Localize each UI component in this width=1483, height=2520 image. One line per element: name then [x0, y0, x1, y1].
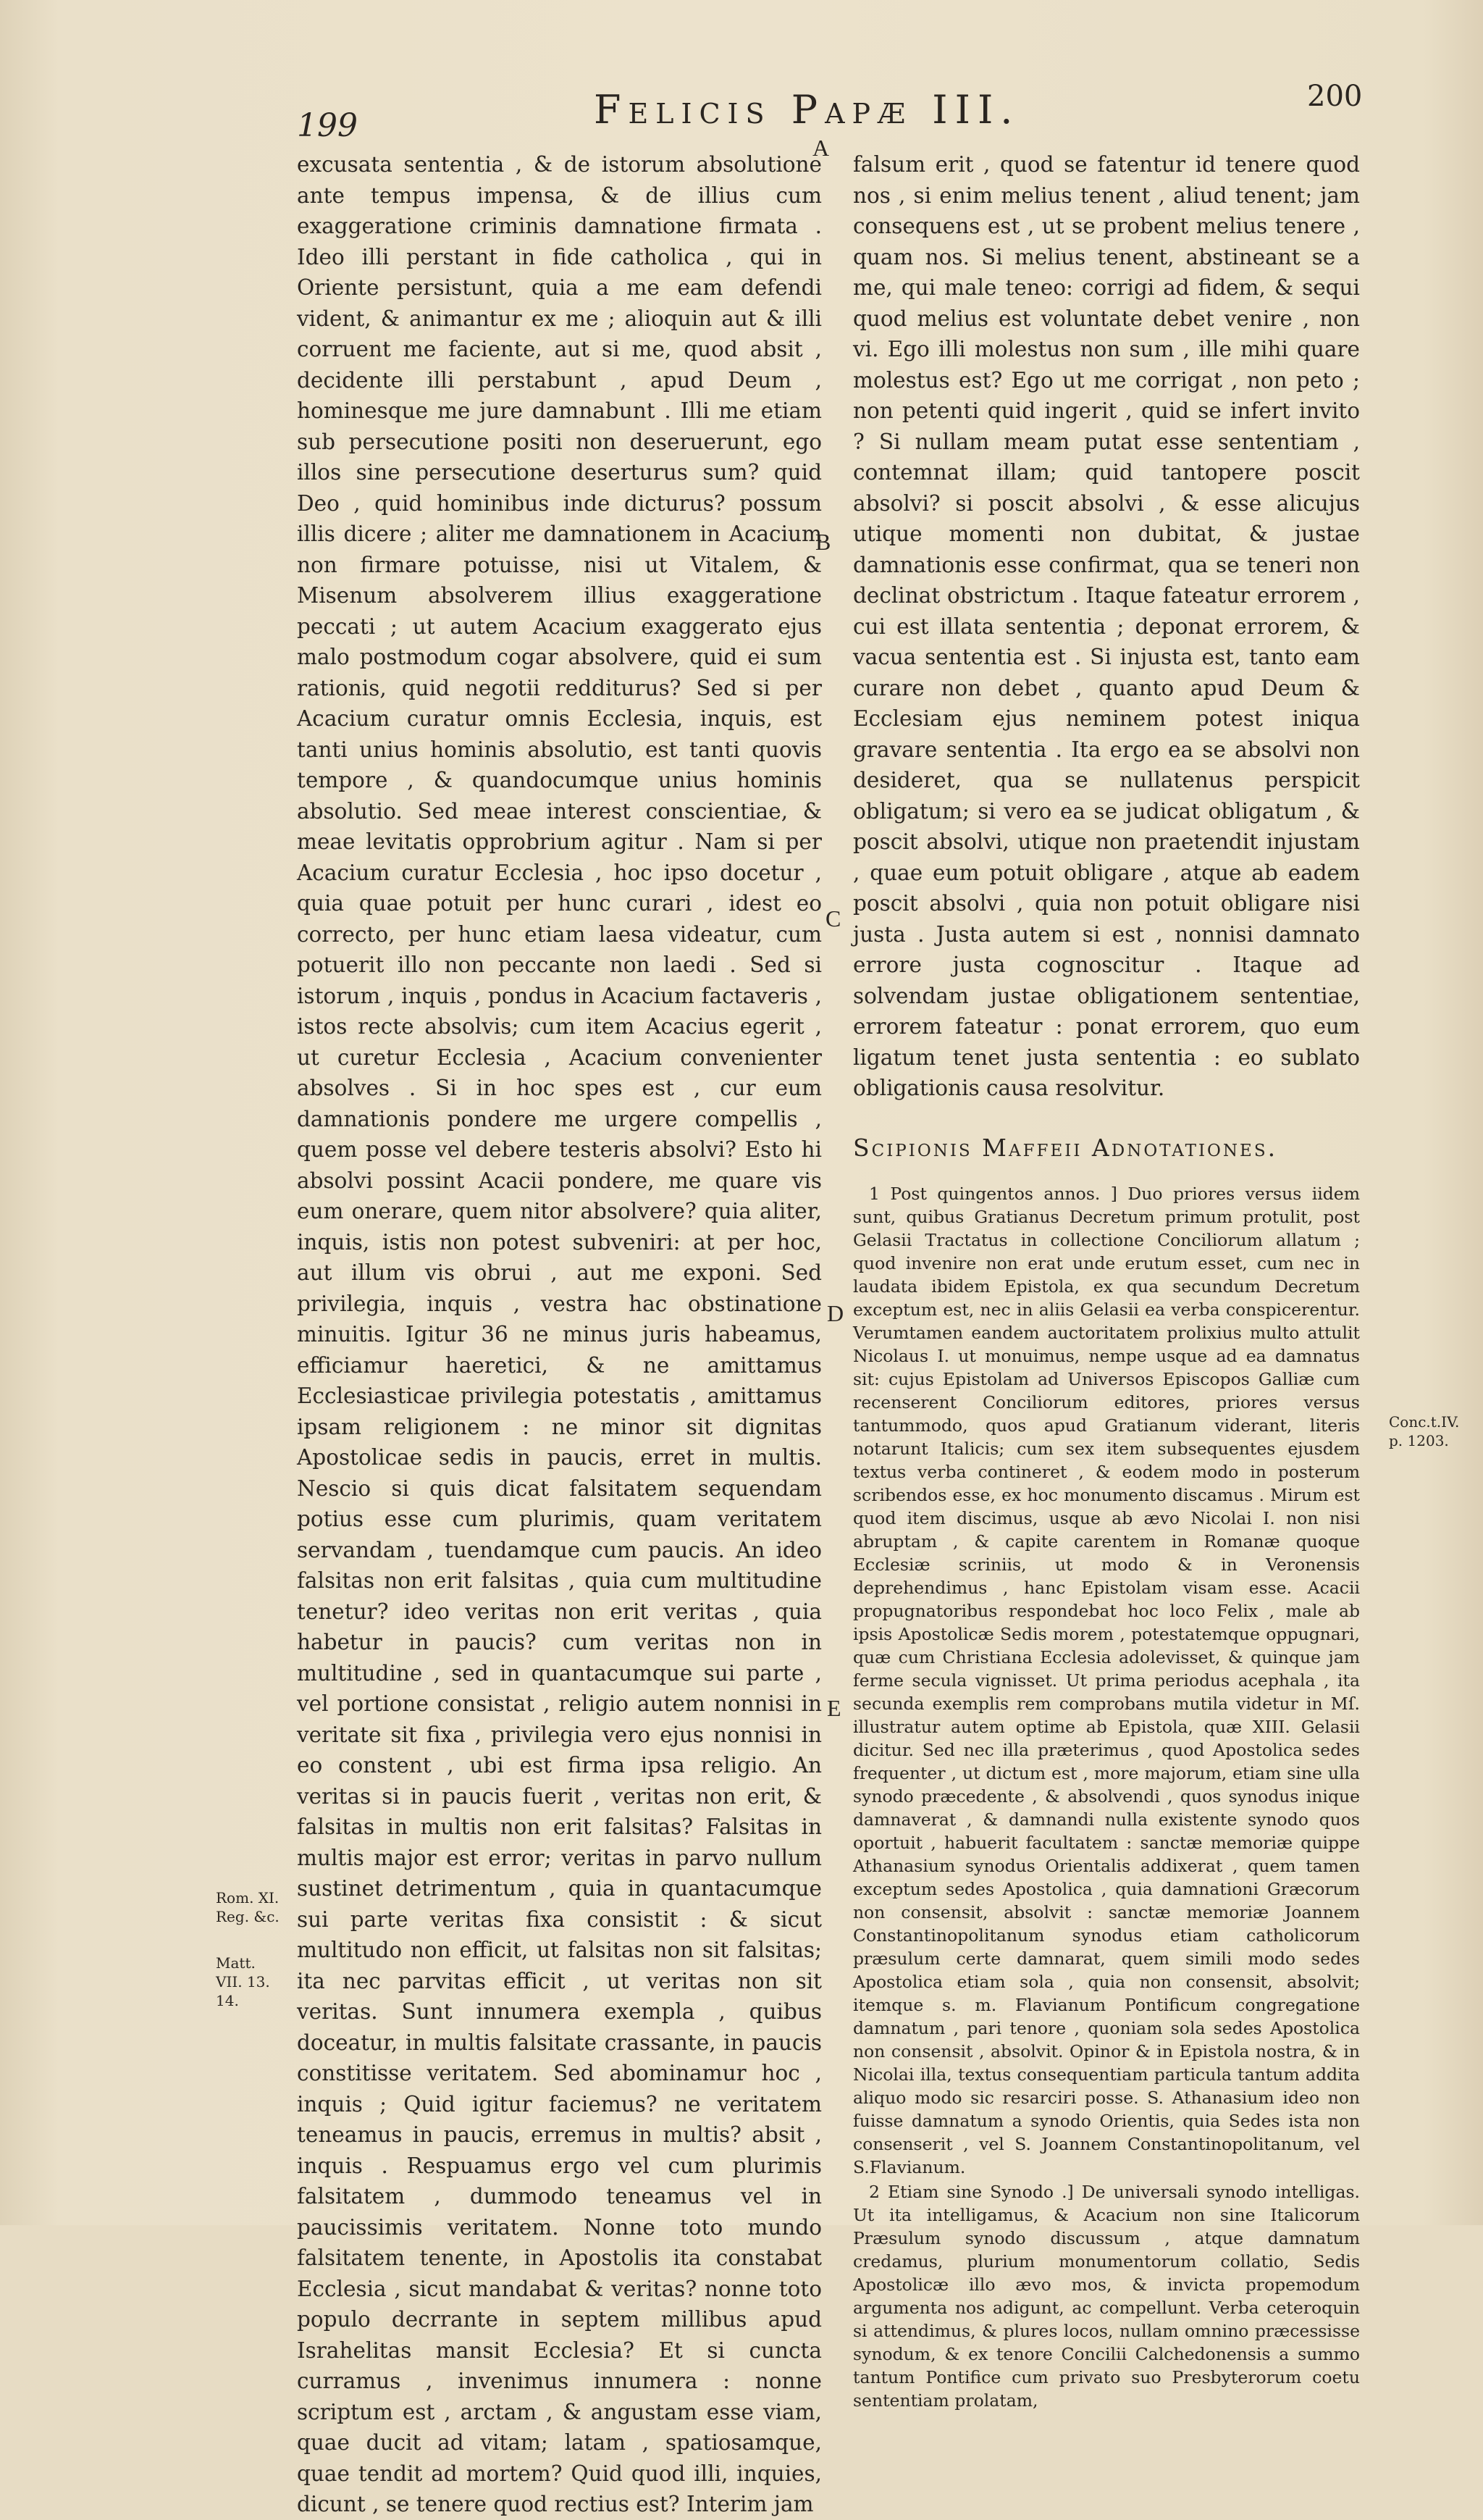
- running-title: Felicis Papæ III.: [594, 87, 1020, 133]
- page-number-right: 200: [1307, 80, 1363, 113]
- annotations: [853, 1182, 1360, 2412]
- section-marker-e: E: [827, 1695, 841, 1721]
- annotation-item: 2 Etiam sine Synodo .] De universali synodo intelligas. Ut ita intelligamus, & Acacium non sine Italicorum Præsulum synodo discussum , atque damnatum credamus, plurium monumentorum collatio, Sedis Apostolicæ illo ævo mos, & invicta propemodum argumenta nos adigunt, ac compellunt. Verba ceteroquin si attendimus, & plures locos, nullam omnino præcessisse synodum, & ex tenore Concilii Calchedonensis a summo tantum Pontifice cum privato suo Presbyterorum coetu sententiam prolatam,: [853, 2182, 1360, 2411]
- margin-ref-concilium: Conc.t.IV. p. 1203.: [1389, 1413, 1460, 1449]
- margin-ref-matthew: Matt. VII. 13. 14.: [216, 1954, 270, 2009]
- section-marker-b: B: [815, 529, 831, 555]
- left-column: [297, 149, 822, 2520]
- page-number-left: 199: [297, 107, 358, 144]
- notes-heading: Scipionis Maffeii Adnotationes.: [853, 1133, 1278, 1162]
- left-column-text: excusata sententia , & de istorum absolutione ante tempus impensa, & de illius cum exaggeratione criminis damnatione firmata . Ideo illi perstant in fide catholica , qui in Oriente persistunt, quia a me eam defendi vident, & animantur ex me ; alioquin aut & illi corruent me faciente, aut si me, quod absit , decidente illi perstabunt , apud Deum , hominesque me jure damnabunt . Illi me etiam sub persecutione positi non deseruerunt, ego illos sine persecutione deserturus sum? quid Deo , quid hominibus inde dicturus? possum illis dicere ; aliter me damnationem in Acacium non firmare potuisse, nisi ut Vitalem, & Misenum absolverem illius exaggeratione peccati ; ut autem Acacium exaggerato ejus malo postmodum cogar absolvere, quid ei sum rationis, quid negotii redditurus? Sed si per Acacium curatur omnis Ecclesia, inquis, est tanti unius hominis absolutio, est tanti quovis tempore , & quandocumque unius hominis absolutio. Sed meae interest conscientiae, & meae levitatis opprobrium agitur . Nam si per Acacium curatur Ecclesia , hoc ipso docetur , quia quae potuit per hunc curari , idest eo correcto, per hunc etiam laesa videatur, cum potuerit illo non peccante non laedi . Sed si istorum , inquis , pondus in Acacium factaveris , istos recte absolvis; cum item Acacius egerit , ut curetur Ecclesia , Acacium convenienter absolves . Si in hoc spes est , cur eum damnationis pondere me urgere compellis , quem posse vel debere testeris absolvi? Esto hi absolvi possint Acacii pondere, me quare vis eum onerare, quem nitor absolvere? quia aliter, inquis, istis non potest subveniri: at per hoc, aut illum vis obrui , aut me exponi. Sed privilegia, inquis , vestra hac obstinatione minuitis. Igitur 36 ne minus juris habeamus, efficiamur haeretici, & ne amittamus Ecclesiasticae privilegia potestatis , amittamus ipsam religionem : ne minor sit dignitas Apostolicae sedis in paucis, erret in multis. Nescio si quis dicat falsitatem sequendam potius esse cum plurimis, quam veritatem servandam , tuendamque cum paucis. An ideo falsitas non erit falsitas , quia cum multitudine tenetur? ideo veritas non erit veritas , quia habetur in paucis? cum veritas non in multitudine , sed in quantacumque sui parte , vel portione consistat , religio autem nonnisi in veritate sit fixa , privilegia vero ejus nonnisi in eo constent , ubi est firma ipsa religio. An veritas si in paucis fuerit , veritas non erit, & falsitas in multis non erit falsitas? Falsitas in multis major est error; veritas in parvo nullum sustinet detrimentum , quia in quantacumque sui parte veritas fixa consistit : & sicut multitudo non efficit, ut falsitas non sit falsitas; ita nec parvitas efficit , ut veritas non sit veritas. Sunt innumera exempla , quibus doceatur, in multis falsitate crassante, in paucis constitisse veritatem. Sed abominamur hoc , inquis ; Quid igitur faciemus? ne veritatem teneamus in paucis, erremus in multis? absit , inquis . Respuamus ergo vel cum plurimis falsitatem , dummodo teneamus vel in paucissimis veritatem. Nonne toto mundo falsitatem tenente, in Apostolis ita constabat Ecclesia , sicut mandabat & veritas? nonne toto populo decrrante in septem millibus apud Israhelitas mansit Ecclesia? Et si cuncta curramus , invenimus innumera : nonne scriptum est , arctam , & angustam esse viam, quae ducit ad vitam; latam , spatiosamque, quae tendit ad mortem? Quid quod illi, inquies, dicunt , se tenere quod rectius est? Interim jam: [297, 152, 822, 2516]
- right-column-text: falsum erit , quod se fatentur id tenere quod nos , si enim melius tenent , aliud tenent; jam consequens est , ut se probent melius tenere , quam nos. Si melius tenent, abstineant se a me, qui male teneo: corrigi ad fidem, & sequi quod melius est voluntate debet venire , non vi. Ego illi molestus non sum , ille mihi quare molestus est? Ego ut me corrigat , non peto ; non petenti quid ingerit , quid se infert invito ? Si nullam meam putat esse sententiam , contemnat illam; quid tantopere poscit absolvi? si poscit absolvi , & esse alicujus utique momenti non dubitat, & justae damnationis esse confirmat, qua se teneri non declinat obstrictum . Itaque fateatur errorem , cui est illata sententia ; deponat errorem, & vacua sententia est . Si injusta est, tanto eam curare non debet , quanto apud Deum & Ecclesiam ejus neminem potest iniqua gravare sententia . Ita ergo ea se absolvi non desideret, qua se nullatenus perspicit obligatum; si vero ea se judicat obligatum , & poscit absolvi, utique non praetendit injustam , quae eum potuit obligare , atque ab eadem poscit absolvi , quia non potuit obligare nisi justa . Justa autem si est , nonnisi damnato errore justa cognoscitur . Itaque ad solvendam justae obligationem sententiae, errorem fateatur : ponat errorem, quo eum ligatum tenet justa sententia : eo sublato obligationis causa resolvitur.: [853, 152, 1360, 1100]
- section-marker-d: D: [827, 1300, 844, 1326]
- section-marker-a: A: [812, 135, 830, 161]
- margin-ref-romans: Rom. XI. Reg. &c.: [216, 1889, 280, 1925]
- section-marker-c: C: [825, 905, 841, 932]
- right-column: [853, 149, 1360, 2414]
- page-header: [0, 80, 1483, 144]
- annotation-item: 1 Post quingentos annos. ] Duo priores versus iidem sunt, quibus Gratianus Decretum primum protulit, post Gelasii Tractatus in collectione Conciliorum allatum ; quod invenire non erat unde erutum esset, cum nec in laudata ibidem Epistola, ex qua secundum Decretum exceptum est, nec in aliis Gelasii ea verba conspicerentur. Verumtamen eandem auctoritatem prolixius multo attulit Nicolaus I. ut monuimus, nempe usque ad ea damnatus sit: cujus Epistolam ad Universos Episcopos Galliæ cum recenserent Conciliorum editores, priores versus tantummodo, quos apud Gratianum viderant, literis notarunt Italicis; cum sex item subsequentes ejusdem textus verba contineret , & eodem modo in posterum scribendos esse, ex hoc monumento discamus . Mirum est quod item discimus, usque ab ævo Nicolai I. non nisi abruptam , & capite carentem in Romanæ quoque Ecclesiæ scriniis, ut modo & in Veronensis deprehendimus , hanc Epistolam visam esse. Acacii propugnatoribus respondebat hoc loco Felix , male ab ipsis Apostolicæ Sedis morem , potestatemque oppugnari, quæ cum Christiana Ecclesia adolevisset, & quinque jam ferme secula vignisset. Ut prima periodus acephala , ita secunda exemplis rem comprobans mutila videtur in Mſ. illustratur autem optime ab Epistola, quæ XIII. Gelasii dicitur. Sed nec illa præterimus , quod Apostolica sedes frequenter , ut dictum est , more majorum, etiam sine ulla synodo præcedente , & absolvendi , quos synodus inique damnaverat , & damnandi nulla existente synodo quos oportuit , habuerit facultatem : sanctæ memoriæ quippe Athanasium synodus Orientalis addixerat , quem tamen exceptum sedes Apostolica , quia damnationi Græcorum non consensit, absolvit : sanctæ memoriæ Joannem Constantinopolitanum synodus etiam catholicorum præsulum certe damnarat, quem simili modo sedes Apostolica etiam sola , quia non consensit, absolvit; itemque s. m. Flavianum Pontificum congregatione damnatum , pari tenore , quoniam sola sedes Apostolica non consensit , absolvit. Opinor & in Epistola nostra, & in Nicolai illa, textus consequentiam particula tantum addita aliquo modo sic resarciri posse. S. Athanasium ideo non fuisse damnatum a synodo Orientis, quia Sedes ista non consenserit , vel S. Joannem Constantinopolitanum, vel S.Flavianum.: [853, 1184, 1360, 2177]
